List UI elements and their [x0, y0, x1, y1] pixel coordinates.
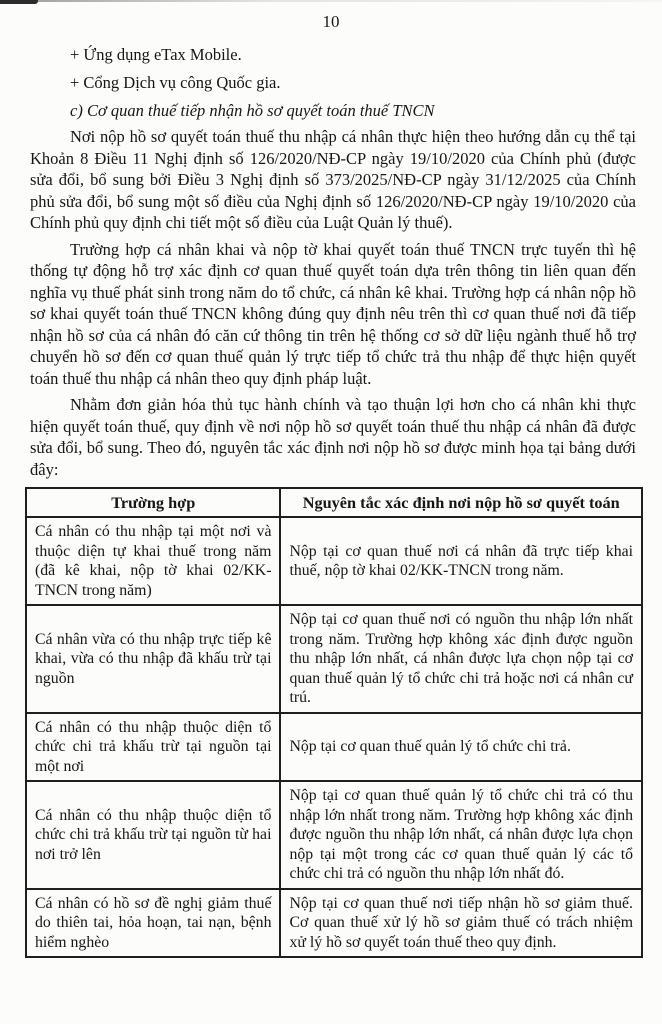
- table-row: [26, 889, 642, 958]
- case-cell: Cá nhân có thu nhập thuộc diện tổ chức chi trả khấu trừ tại nguồn từ hai nơi trở lên: [26, 781, 280, 889]
- table-row: [26, 517, 642, 605]
- settlement-location-table: [25, 487, 643, 958]
- table-header-row: [26, 488, 642, 517]
- case-cell: Cá nhân có thu nhập tại một nơi và thuộc diện tự khai thuế trong năm (đã kê khai, nộp tờ khai 02/KK-TNCN trong năm): [26, 517, 280, 605]
- column-header-case: Trường hợp: [26, 488, 280, 517]
- table-row: [26, 781, 642, 889]
- rule-cell: Nộp tại cơ quan thuế quản lý tổ chức chi trả có thu nhập lớn nhất trong năm. Trường hợp không xác định được nguồn thu nhập lớn nhất, cá nhân được lựa chọn nộp tại một trong các cơ quan thuế quản lý các tổ chức chi trả có nguồn thu nhập lớn nhất đó.: [280, 781, 642, 889]
- case-cell: Cá nhân có hồ sơ đề nghị giảm thuế do thiên tai, hỏa hoạn, tai nạn, bệnh hiểm nghèo: [26, 889, 280, 958]
- case-cell: Cá nhân vừa có thu nhập trực tiếp kê khai, vừa có thu nhập đã khấu trừ tại nguồn: [26, 605, 280, 713]
- case-cell: Cá nhân có thu nhập thuộc diện tổ chức chi trả khấu trừ tại nguồn tại một nơi: [26, 713, 280, 782]
- document-body: [0, 44, 662, 958]
- channel-list: [30, 44, 636, 94]
- paragraph-legal-basis: Nơi nộp hồ sơ quyết toán thuế thu nhập cá nhân thực hiện theo hướng dẫn cụ thể tại Khoản 8 Điều 11 Nghị định số 126/2020/NĐ-CP ngày 19/10/2020 của Chính phủ (được sửa đổi, bổ sung bởi Điều 3 Nghị định số 373/2025/NĐ-CP ngày 31/12/2025 của Chính phủ sửa đổi, bổ sung một số điều của Nghị định số 126/2020/NĐ-CP ngày 19/10/2020 của Chính phủ quy định chi tiết một số điều của Luật Quản lý thuế).: [30, 127, 636, 232]
- rule-cell: Nộp tại cơ quan thuế quản lý tổ chức chi trả.: [280, 713, 642, 782]
- section-heading-c: c) Cơ quan thuế tiếp nhận hồ sơ quyết toán thuế TNCN: [70, 101, 435, 120]
- paragraph-online-filing: Trường hợp cá nhân khai và nộp tờ khai quyết toán thuế TNCN trực tuyến thì hệ thống tự động hỗ trợ xác định cơ quan thuế quyết toán dựa trên thông tin liên quan đến nghĩa vụ thuế phát sinh trong năm do tổ chức, cá nhân kê khai. Trường hợp cá nhân nộp hồ sơ khai quyết toán thuế TNCN không đúng quy định nêu trên thì cơ quan thuế nơi đã tiếp nhận hồ sơ của cá nhân đó căn cứ thông tin trên hệ thống cơ sở dữ liệu ngành thuế hỗ trợ chuyển hồ sơ đến cơ quan thuế quản lý trực tiếp tổ chức trả thu nhập để thực hiện quyết toán thuế thu nhập cá nhân theo quy định pháp luật.: [30, 239, 636, 388]
- list-item-national-portal: + Cổng Dịch vụ công Quốc gia.: [70, 73, 281, 92]
- list-item-etax-mobile: + Ứng dụng eTax Mobile.: [70, 45, 242, 64]
- rule-cell: Nộp tại cơ quan thuế nơi có nguồn thu nhập lớn nhất trong năm. Trường hợp không xác định được nguồn thu nhập lớn nhất, cá nhân được lựa chọn nộp tại cơ quan thuế quản lý tổ chức chi trả hoặc nơi cá nhân cư trú.: [280, 605, 642, 713]
- table-row: [26, 605, 642, 713]
- rule-cell: Nộp tại cơ quan thuế nơi tiếp nhận hồ sơ giảm thuế. Cơ quan thuế xử lý hồ sơ giảm thuế có trách nhiệm xử lý hồ sơ quyết toán thuế theo quy định.: [280, 889, 642, 958]
- scan-corner-artifact: [0, 0, 38, 4]
- scan-edge-artifact: [0, 0, 662, 2]
- column-header-rule: Nguyên tắc xác định nơi nộp hồ sơ quyết toán: [280, 488, 642, 517]
- rule-cell: Nộp tại cơ quan thuế nơi cá nhân đã trực tiếp khai thuế, nộp tờ khai 02/KK-TNCN trong năm.: [280, 517, 642, 605]
- paragraph-simplification: Nhằm đơn giản hóa thủ tục hành chính và tạo thuận lợi hơn cho cá nhân khi thực hiện quyết toán thuế, quy định về nơi nộp hồ sơ quyết toán thuế thu nhập cá nhân đã được sửa đổi, bổ sung. Theo đó, nguyên tắc xác định nơi nộp hồ sơ được minh họa tại bảng dưới đây:: [30, 395, 636, 479]
- page-number: 10: [322, 12, 340, 31]
- table-row: [26, 713, 642, 782]
